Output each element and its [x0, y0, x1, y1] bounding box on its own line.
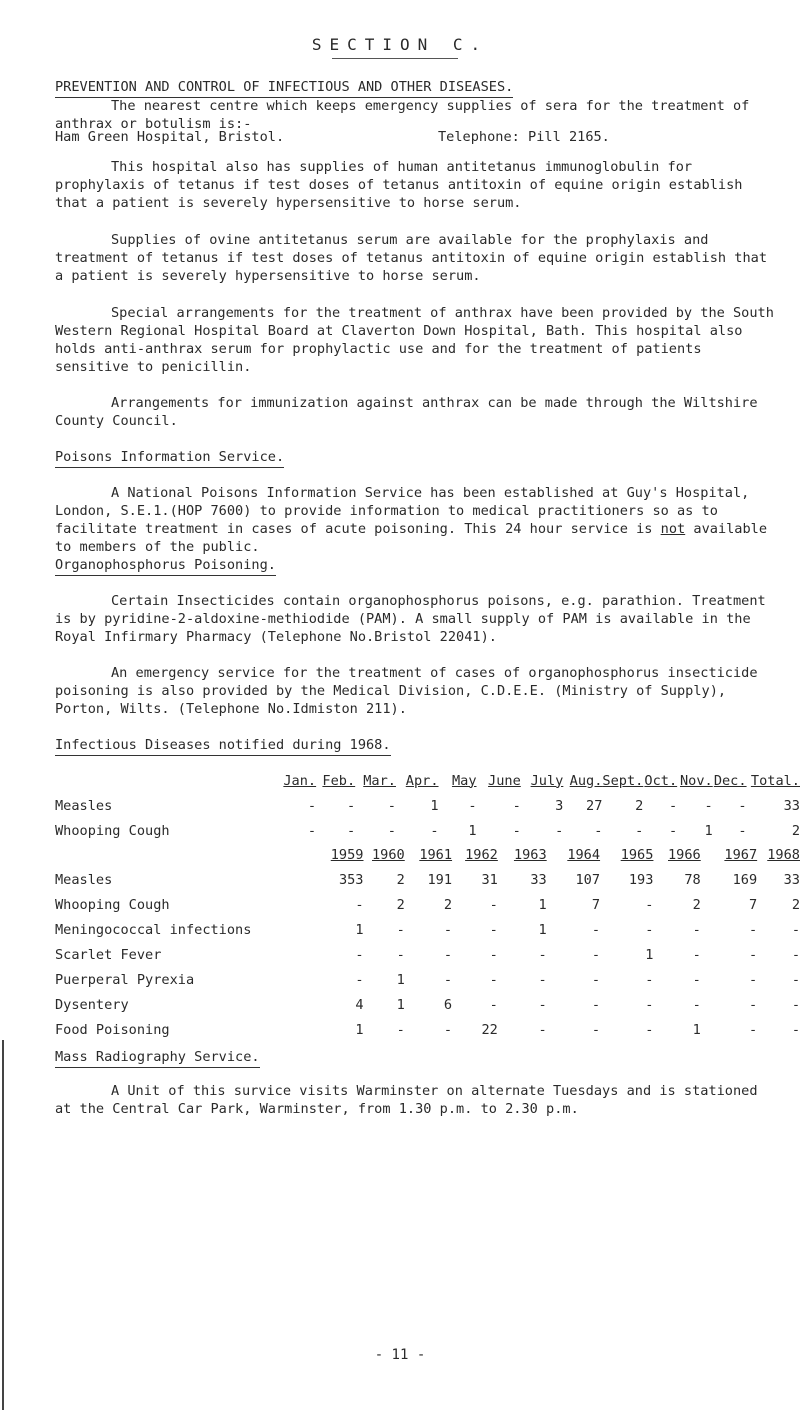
immunization-block	[55, 394, 777, 430]
table-cell: -	[692, 971, 701, 988]
yearly-notifications-table	[55, 842, 800, 1042]
table-cell: -	[396, 946, 405, 963]
poisons-text-after: available to members of the public.	[55, 521, 768, 555]
year-header: 1964	[567, 846, 601, 863]
immunization-paragraph: Arrangements for immunization against anthrax can be made through the Wiltshire County Council.	[55, 395, 758, 429]
table-cell: -	[396, 1021, 405, 1038]
table-cell: 2	[692, 896, 701, 913]
table-cell: -	[748, 971, 758, 988]
table-cell: -	[387, 822, 396, 839]
table-cell: -	[489, 946, 498, 963]
table-cell: -	[635, 822, 644, 839]
table-cell: 193	[628, 871, 654, 888]
table-cell: -	[489, 921, 498, 938]
row-label: Food Poisoning	[55, 1021, 170, 1038]
table-cell: 33	[783, 797, 800, 814]
year-header: 1961	[419, 846, 453, 863]
table-cell: -	[489, 971, 498, 988]
poisons-heading: Poisons Information Service.	[55, 448, 284, 468]
radiography-block	[55, 1082, 777, 1118]
month-header: Apr.	[405, 772, 439, 789]
table-cell: 33	[783, 871, 800, 888]
row-label: Puerperal Pyrexia	[55, 971, 195, 988]
table-cell: 3	[555, 797, 564, 814]
organophosphorus-block-2	[55, 664, 777, 718]
table-cell: -	[645, 971, 654, 988]
table-cell: -	[430, 822, 439, 839]
table-cell: 7	[748, 896, 758, 913]
row-label: Measles	[55, 797, 113, 814]
table-cell: -	[748, 996, 758, 1013]
table-cell: 2	[791, 896, 800, 913]
table-cell: -	[645, 921, 654, 938]
table-cell: -	[355, 946, 364, 963]
table-row	[55, 942, 800, 967]
table-cell: -	[346, 822, 356, 839]
table-cell: -	[692, 996, 701, 1013]
row-label: Measles	[55, 871, 113, 888]
prevention-heading-block	[55, 78, 777, 98]
month-header: Nov.	[679, 772, 713, 789]
table-cell: -	[738, 822, 747, 839]
table-cell: 1	[645, 946, 654, 963]
table-cell: 107	[575, 871, 601, 888]
table-cell: -	[396, 921, 405, 938]
table-cell: -	[489, 896, 498, 913]
month-header: Feb.	[322, 772, 356, 789]
table-cell: -	[468, 797, 477, 814]
infectious-heading-block	[55, 736, 777, 756]
table-cell: -	[538, 971, 547, 988]
year-header: 1963	[513, 846, 547, 863]
row-label: Dysentery	[55, 996, 129, 1013]
table-cell: -	[791, 921, 800, 938]
table-row	[55, 892, 800, 917]
radiography-paragraph: A Unit of this survice visits Warminster on alternate Tuesdays and is stationed at the Central Car Park, Warminster, from 1.30 p.m. to 2.30 p.m.	[55, 1083, 758, 1117]
table-cell: -	[538, 946, 547, 963]
monthly-notifications-table	[55, 768, 800, 843]
table-cell: -	[591, 946, 601, 963]
organophosphorus-paragraph-2: An emergency service for the treatment of cases of organophosphorus insecticide poisoning is also provided by the Medical Division, C.D.E.E. (Ministry of Supply), Porton, Wilts. (Telephone No.Idmiston 211).	[55, 665, 758, 717]
table-cell: 169	[732, 871, 758, 888]
row-label: Meningococcal infections	[55, 921, 252, 938]
poisons-text-before: A National Poisons Information Service has been established at Guy's Hospital, London, S.E.1.(HOP 7600) to provide information to medical practitioners so as to facilitate treatment in cases of acute poisoning. This 24 hour service is	[55, 485, 750, 537]
table-cell: -	[538, 1021, 547, 1038]
table-cell: 1	[538, 896, 547, 913]
page-number: - 11 -	[374, 1347, 426, 1363]
table-cell: 1	[396, 971, 405, 988]
table-cell: -	[791, 1021, 800, 1038]
title-underline	[332, 58, 458, 59]
table-cell: 33	[530, 871, 547, 888]
immunoglobulin-block	[55, 158, 777, 212]
table-cell: -	[791, 996, 800, 1013]
section-title: SECTION C.	[311, 35, 489, 54]
table-row	[55, 967, 800, 992]
table-cell: -	[591, 1021, 601, 1038]
year-header: 1968	[767, 846, 800, 863]
poisons-paragraph	[55, 484, 777, 556]
table-cell: 2	[443, 896, 453, 913]
month-header: Dec.	[713, 772, 747, 789]
table-cell: 27	[586, 797, 603, 814]
table-cell: -	[489, 996, 498, 1013]
row-label: Whooping Cough	[55, 822, 170, 839]
poisons-text-emphasis: not	[660, 521, 686, 537]
table-cell: -	[591, 921, 601, 938]
poisons-heading-block	[55, 448, 777, 468]
table-cell: 7	[591, 896, 601, 913]
year-header: 1965	[620, 846, 654, 863]
month-header: Sept.	[602, 772, 644, 789]
month-header-row	[55, 768, 800, 793]
table-cell: -	[692, 921, 701, 938]
month-header: Total.	[750, 772, 800, 789]
yearly-table-body	[55, 867, 800, 1042]
table-cell: 4	[355, 996, 364, 1013]
infectious-heading: Infectious Diseases notified during 1968.	[55, 736, 391, 756]
poisons-block	[55, 484, 777, 556]
table-cell: -	[512, 797, 521, 814]
table-cell: 22	[481, 1021, 498, 1038]
table-cell: 1	[692, 1021, 701, 1038]
table-cell: -	[645, 996, 654, 1013]
table-cell: -	[668, 797, 678, 814]
month-header: Jan.	[283, 772, 317, 789]
table-cell: 1	[538, 921, 547, 938]
table-cell: -	[791, 946, 800, 963]
month-header: May	[451, 772, 477, 789]
table-cell: -	[645, 1021, 654, 1038]
table-row	[55, 917, 800, 942]
hospital-name: Ham Green Hospital, Bristol.	[55, 129, 285, 145]
table-cell: 2	[396, 871, 405, 888]
table-cell: -	[748, 946, 758, 963]
table-row	[55, 793, 800, 818]
table-cell: -	[346, 797, 356, 814]
table-cell: 2	[791, 822, 800, 839]
table-cell: -	[355, 971, 364, 988]
table-row	[55, 992, 800, 1017]
month-header: Oct.	[644, 772, 678, 789]
table-cell: 31	[481, 871, 498, 888]
table-cell: -	[738, 797, 747, 814]
table-cell: 1	[468, 822, 477, 839]
prevention-heading: PREVENTION AND CONTROL OF INFECTIOUS AND OTHER DISEASES.	[55, 78, 513, 98]
table-cell: -	[591, 996, 601, 1013]
table-cell: -	[307, 797, 317, 814]
table-cell: -	[387, 797, 396, 814]
table-row	[55, 1017, 800, 1042]
year-header: 1960	[372, 846, 405, 863]
anthrax-block	[55, 304, 777, 376]
ovine-block	[55, 231, 777, 285]
table-cell: -	[538, 996, 547, 1013]
month-header: Mar.	[363, 772, 396, 789]
year-header: 1962	[465, 846, 498, 863]
immunoglobulin-paragraph: This hospital also has supplies of human antitetanus immunoglobulin for prophylaxis of tetanus if test doses of tetanus antitoxin of equine origin establish that a patient is severely hypersensitive to horse serum.	[55, 159, 743, 211]
table-row	[55, 867, 800, 892]
organophosphorus-heading: Organophosphorus Poisoning.	[55, 556, 276, 576]
prevention-intro: The nearest centre which keeps emergency supplies of sera for the treatment of anthrax or botulism is:-	[55, 98, 750, 132]
table-cell: -	[791, 971, 800, 988]
table-cell: -	[704, 797, 713, 814]
table-cell: -	[443, 971, 453, 988]
organophosphorus-paragraph-1: Certain Insecticides contain organophosphorus poisons, e.g. parathion. Treatment is by pyridine-2-aldoxine-methiodide (PAM). A small supply of PAM is available in the Royal Infirmary Pharmacy (Telephone No.Bristol 22041).	[55, 593, 766, 645]
table-cell: 1	[396, 996, 405, 1013]
table-cell: 1	[355, 1021, 364, 1038]
table-cell: -	[355, 896, 364, 913]
table-cell: 1	[430, 797, 439, 814]
table-cell: 353	[338, 871, 364, 888]
table-cell: -	[307, 822, 317, 839]
row-label: Whooping Cough	[55, 896, 170, 913]
year-header-row	[55, 842, 800, 867]
table-cell: 6	[443, 996, 453, 1013]
table-cell: -	[591, 971, 601, 988]
table-cell: -	[668, 822, 678, 839]
table-cell: -	[512, 822, 521, 839]
table-cell: -	[748, 1021, 758, 1038]
organophosphorus-heading-block	[55, 556, 777, 576]
table-cell: 1	[355, 921, 364, 938]
table-cell: 78	[684, 871, 701, 888]
year-header: 1967	[724, 846, 758, 863]
table-cell: 2	[396, 896, 405, 913]
anthrax-paragraph: Special arrangements for the treatment of anthrax have been provided by the South Western Regional Hospital Board at Claverton Down Hospital, Bath. This hospital also holds anti-anthrax serum for prophylactic use and for the treatment of patients sensitive to penicillin.	[55, 305, 774, 375]
organophosphorus-block-1	[55, 592, 777, 646]
row-label: Scarlet Fever	[55, 946, 162, 963]
table-cell: -	[594, 822, 603, 839]
table-cell: 1	[704, 822, 713, 839]
table-cell: -	[443, 946, 453, 963]
year-header: 1959	[330, 846, 364, 863]
table-cell: 191	[427, 871, 453, 888]
month-header: Aug.	[569, 772, 603, 789]
table-cell: -	[748, 921, 758, 938]
table-cell: -	[555, 822, 564, 839]
table-cell: -	[443, 1021, 453, 1038]
table-cell: -	[443, 921, 453, 938]
radiography-heading-block	[55, 1048, 777, 1068]
year-header: 1966	[668, 846, 701, 863]
month-header: July	[530, 772, 564, 789]
month-header: June	[488, 772, 521, 789]
table-cell: 2	[635, 797, 644, 814]
radiography-heading: Mass Radiography Service.	[55, 1048, 260, 1068]
table-row	[55, 818, 800, 843]
table-cell: -	[645, 896, 654, 913]
table-cell: -	[692, 946, 701, 963]
ovine-paragraph: Supplies of ovine antitetanus serum are available for the prophylaxis and treatment of tetanus if test doses of tetanus antitoxin of equine origin establish that a patient is severely hypersensitive to horse serum.	[55, 232, 768, 284]
hospital-telephone: Telephone: Pill 2165.	[438, 129, 610, 145]
